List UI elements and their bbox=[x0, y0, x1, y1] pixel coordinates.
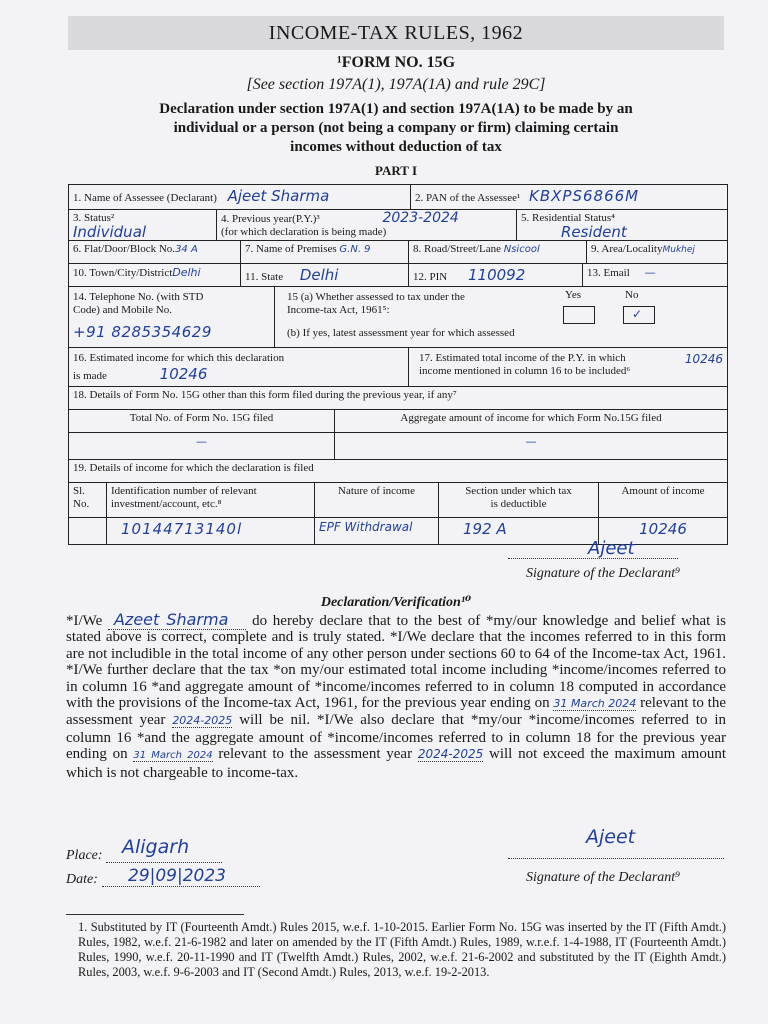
place-line bbox=[106, 862, 222, 863]
estimated-income-value[interactable]: 10246 bbox=[159, 365, 208, 383]
field-flat: 6. Flat/Door/Block No.34 A bbox=[69, 241, 241, 263]
field-premises: 7. Name of Premises G.N. 9 bbox=[241, 241, 409, 263]
field-income-details: 19. Details of income for which the declaration is filed bbox=[73, 462, 314, 474]
form-table bbox=[68, 184, 728, 545]
form18-col-aggregate: Aggregate amount of income for which Form No.15G filed bbox=[400, 412, 662, 424]
place-label: Place: bbox=[66, 848, 103, 863]
income-sl-value[interactable] bbox=[69, 518, 107, 544]
field-email: 13. Email — bbox=[587, 266, 656, 279]
row-name-pan bbox=[69, 185, 727, 210]
yes-label: Yes bbox=[565, 289, 582, 301]
declaration-body: *I/We Azeet Sharma do hereby declare that to the best of *my/our knowledge and belief what is stated above is correct, complete and is truly stated. *I/We declare that the incomes referred to in this form are not includible in the total income of any other person under sections 60 to 64 of the Income-tax Act, 1961. *I/We further declare that the tax *on my/our estimated total income including *income/incomes referred to in column 16 *and aggregate amount of *income/incomes referred to in column 18 computed in accordance with the provisions of the Income-tax Act, 1961, for the previous year ending on 31 March 2024 relevant to the assessment year 2024-2025 will be nil. *I/We also declare that *my/our *income/incomes referred to in column 16 *and the aggregate amount of *income/incomes referred to in column 18 for the previous year ending on 31 March 2024 relevant to the assessment year 2024-2025 will not exceed the maximum amount which is not chargeable to income-tax. bbox=[66, 610, 727, 781]
row-status bbox=[69, 210, 727, 241]
telephone-value[interactable]: +91 8285354629 bbox=[73, 323, 212, 341]
name-value[interactable]: Ajeet Sharma bbox=[227, 187, 330, 205]
row-income-heading bbox=[69, 460, 727, 483]
see-section: [See section 197A(1), 197A(1A) and rule 29C] bbox=[246, 76, 546, 93]
row-telephone bbox=[69, 287, 727, 348]
declaration-title: Declaration under section 197A(1) and section 197A(1A) to be made by an individual or a person (not being a company or firm) claiming certain incomes without deduction of tax bbox=[159, 101, 633, 155]
signature-2: Ajeet bbox=[586, 826, 636, 848]
field-pin: 12. PIN 110092 bbox=[409, 264, 583, 286]
row-income-header bbox=[69, 483, 727, 518]
previous-year-end-2[interactable]: 31 March 2024 bbox=[133, 750, 213, 762]
premises-value[interactable]: G.N. 9 bbox=[339, 244, 371, 255]
row-address-2 bbox=[69, 264, 727, 287]
declarant-name[interactable]: Azeet Sharma bbox=[108, 610, 246, 630]
field-residential-status: 5. Residential Status⁴ Resident bbox=[517, 210, 727, 240]
form-number: ¹FORM NO. 15G bbox=[336, 54, 456, 71]
income-col-section: Section under which tax is deductible bbox=[439, 483, 599, 517]
yes-checkbox[interactable] bbox=[563, 306, 595, 324]
form18-aggregate-value[interactable]: — bbox=[525, 435, 537, 448]
pan-value[interactable]: KBXPS6866M bbox=[529, 187, 640, 205]
total-income-value[interactable]: 10246 bbox=[684, 352, 723, 366]
field-assessed: 15 (a) Whether assessed to tax under the Income-tax Act, 1961⁵: (b) If yes, latest assessment year for which assessed Yes No ✓ bbox=[275, 287, 727, 347]
previous-year-value[interactable]: 2023-2024 bbox=[382, 210, 459, 226]
row-address-1 bbox=[69, 241, 727, 264]
rules-title: INCOME-TAX RULES, 1962 bbox=[68, 16, 724, 50]
income-nature-value[interactable]: EPF Withdrawal bbox=[315, 518, 439, 544]
field-previous-year: 4. Previous year(P.Y.)³ 2023-2024 (for which declaration is being made) bbox=[217, 210, 517, 240]
flat-value[interactable]: 34 A bbox=[175, 244, 198, 255]
field-town: 10. Town/City/DistrictDelhi bbox=[69, 264, 241, 286]
status-value[interactable]: Individual bbox=[73, 223, 147, 241]
assessment-year-2[interactable]: 2024-2025 bbox=[417, 747, 484, 762]
income-section-value[interactable]: 192 A bbox=[439, 518, 599, 544]
field-total-income: 17. Estimated total income of the P.Y. in which income mentioned in column 16 to be included⁶ 10246 bbox=[419, 352, 723, 377]
signature-1: Ajeet bbox=[588, 538, 635, 559]
date-value[interactable]: 29|09|2023 bbox=[128, 866, 226, 886]
footnote: 1. Substituted by IT (Fourteenth Amdt.) Rules 2015, w.e.f. 1-10-2015. Earlier Form No. 15G was inserted by the IT (Fifth Amdt.) Rules, 1982, w.e.f. 21-6-1982 and later on amended by the IT (Fifth Amdt.) Rules, 1989, w.r.e.f. 1-4-1988, IT (Fourteenth Amdt.) Rules, 1990, w.e.f. 20-11-1990 and IT (Twelfth Amdt.) Rules, 2002, w.e.f. 21-6-2002 and substituted by the IT (Eighth Amdt.) Rules, 2003, w.e.f. 9-6-2003 and IT (Second Amdt.) Rules, 2013, w.e.f. 19-2-2013. bbox=[78, 920, 726, 979]
state-value[interactable]: Delhi bbox=[299, 266, 339, 284]
income-col-id: Identification number of relevant investment/account, etc.⁸ bbox=[107, 483, 315, 517]
part-heading: PART I bbox=[374, 163, 418, 178]
pin-value[interactable]: 110092 bbox=[467, 266, 526, 284]
field-state: 11. State Delhi bbox=[241, 264, 409, 286]
assessment-year-1[interactable]: 2024-2025 bbox=[172, 714, 233, 728]
previous-year-end[interactable]: 31 March 2024 bbox=[553, 697, 637, 711]
form18-total-value[interactable]: — bbox=[69, 433, 335, 459]
no-check-mark: ✓ bbox=[632, 307, 643, 321]
field-pan: 2. PAN of the Assessee¹ KBXPS6866M bbox=[415, 187, 640, 205]
date-label: Date: bbox=[66, 872, 98, 887]
place-value[interactable]: Aligarh bbox=[122, 836, 190, 858]
road-value[interactable]: Nsicool bbox=[503, 244, 540, 255]
email-value[interactable]: — bbox=[644, 266, 656, 279]
row-form18-heading bbox=[69, 387, 727, 410]
footnote-rule bbox=[66, 914, 244, 915]
date-line bbox=[102, 886, 260, 887]
no-checkbox[interactable] bbox=[623, 306, 655, 324]
signature-line-2 bbox=[508, 858, 724, 859]
income-col-amount: Amount of income bbox=[621, 485, 705, 497]
field-estimated-income: 16. Estimated income for which this declaration is made 10246 bbox=[69, 348, 409, 386]
field-status: 3. Status² Individual bbox=[69, 210, 217, 240]
form18-col-total: Total No. of Form No. 15G filed bbox=[69, 410, 335, 432]
signature-label-1: Signature of the Declarant⁹ bbox=[526, 566, 681, 581]
income-amount-value[interactable]: 10246 bbox=[639, 520, 687, 538]
declaration-heading: Declaration/Verification¹⁰ bbox=[320, 595, 472, 610]
row-estimated-income bbox=[69, 348, 727, 387]
income-col-nature: Nature of income bbox=[315, 483, 439, 517]
town-value[interactable]: Delhi bbox=[172, 266, 201, 279]
area-value[interactable]: Mukhej bbox=[662, 245, 695, 255]
field-road: 8. Road/Street/Lane Nsicool bbox=[409, 241, 587, 263]
row-form18-values bbox=[69, 433, 727, 460]
no-label: No bbox=[625, 289, 639, 301]
residential-status-value[interactable]: Resident bbox=[561, 223, 627, 241]
field-name: 1. Name of Assessee (Declarant) Ajeet Sharma bbox=[69, 185, 411, 209]
income-col-sl: Sl. No. bbox=[69, 483, 107, 517]
income-id-value[interactable]: 10144713140l bbox=[107, 518, 315, 544]
field-telephone: 14. Telephone No. (with STD Code) and Mobile No. +91 8285354629 bbox=[69, 287, 275, 347]
signature-label-2: Signature of the Declarant⁹ bbox=[526, 870, 681, 885]
field-area: 9. Area/LocalityMukhej bbox=[591, 243, 695, 255]
field-form18: 18. Details of Form No. 15G other than this form filed during the previous year, if any⁷ bbox=[73, 389, 457, 401]
row-form18-header bbox=[69, 410, 727, 433]
